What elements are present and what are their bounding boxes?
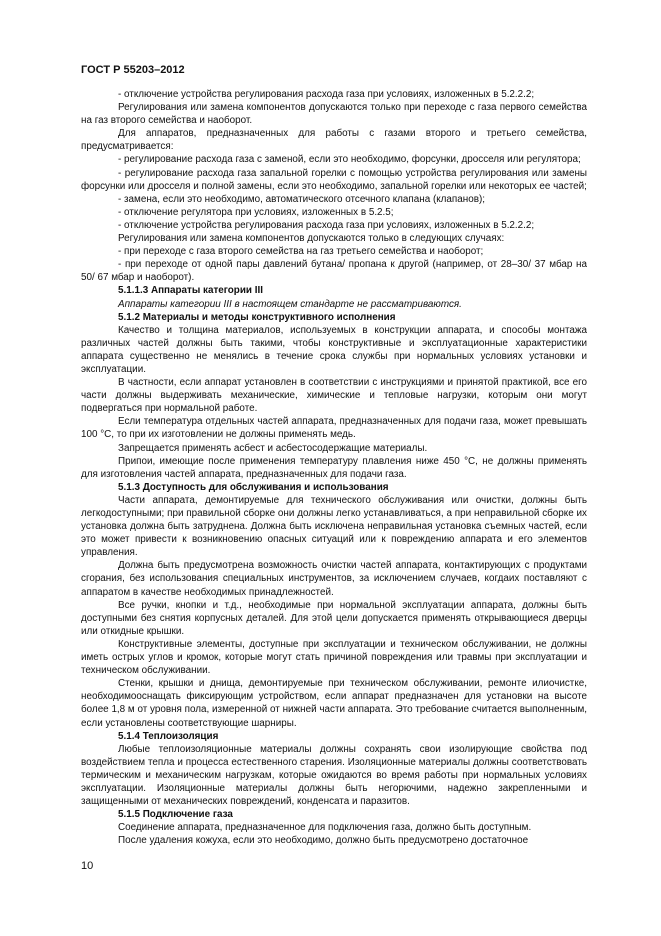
paragraph: - при переходе от одной пары давлений бутана/ пропана к другой (например, от 28–30/ 37 мбар на 50/ 67 мбар и наоборот). xyxy=(81,259,587,284)
paragraph: Регулирования или замена компонентов допускаются только в следующих случаях: xyxy=(118,233,505,245)
paragraph: Припои, имеющие после применения температуру плавления ниже 450 °С, не должны применять для изготовления частей аппарата, предназначенных для подачи газа. xyxy=(81,455,587,480)
paragraph: Регулирования или замена компонентов допускаются только при переходе с газа первого семейства на газ второго семейства и наоборот. xyxy=(81,102,587,127)
paragraph: Если температура отдельных частей аппарата, предназначенных для подачи газа, может превышать 100 °С, то при их изготовлении не должны применять медь. xyxy=(81,416,587,441)
paragraph: В частности, если аппарат установлен в соответствии с инструкциями и принятой практикой, все его части должны выдерживать механические, химические и тепловые нагрузки, которым они могут подвергаться при нормальной работе. xyxy=(81,377,587,415)
section-heading: 5.1.1.3 Аппараты категории III xyxy=(118,285,263,297)
paragraph: Части аппарата, демонтируемые для технического обслуживания или очистки, должны быть легкодоступными; при правильной сборке они должны легко устанавливаться, а при неправильной сборке их установка должна быть затруднена. Должна быть исключена неправильная установка съемных частей, если это может привести к возникновению опасных ситуаций или к повреждению аппарата и его элементов управления. xyxy=(81,494,587,559)
section-heading: 5.1.4 Теплоизоляция xyxy=(118,730,219,742)
paragraph: Все ручки, кнопки и т.д., необходимые при нормальной эксплуатации аппарата, должны быть доступными без снятия корпусных деталей. Для этой цели допускается применять открывающиеся дверцы или откидные крышки. xyxy=(81,599,587,637)
document-header: ГОСТ Р 55203–2012 xyxy=(81,64,185,76)
section-heading: 5.1.2 Материалы и методы конструктивного исполнения xyxy=(118,311,396,323)
paragraph: - регулирование расхода газа запальной горелки с помощью устройства регулирования или замены форсунки или дросселя и полной замены, если это необходимо, запальной горелки или некоторых ее частей; xyxy=(81,167,587,192)
paragraph: Для аппаратов, предназначенных для работы с газами второго и третьего семейства, предусматривается: xyxy=(81,128,587,153)
paragraph: Конструктивные элементы, доступные при эксплуатации и техническом обслуживании, не должны иметь острых углов и кромок, которые могут стать причиной повреждения или травмы при эксплуатации и техническом обслуживании. xyxy=(81,638,587,677)
paragraph: - регулирование расхода газа с заменой, если это необходимо, форсунки, дросселя или регулятора; xyxy=(118,154,581,166)
paragraph: - при переходе с газа второго семейства на газ третьего семейства и наоборот; xyxy=(118,246,484,258)
paragraph: Должна быть предусмотрена возможность очистки частей аппарата, контактирующих с продуктами сгорания, без использования специальных инструментов, за исключением случаев, когдаих поставляют с аппаратом в качестве необходимых принадлежностей. xyxy=(81,560,587,598)
paragraph: - замена, если это необходимо, автоматического отсечного клапана (клапанов); xyxy=(118,193,485,205)
paragraph: Запрещается применять асбест и асбестосодержащие материалы. xyxy=(118,442,428,454)
paragraph: Любые теплоизоляционные материалы должны сохранять свои изолирующие свойства под воздействием тепла и процесса естественного старения. Изоляционные материалы должны соответствовать термическим и механическим нагрузкам, которые ожидаются во время работы при нормальных условиях эксплуатации. Изоляционные материалы должны быть негорючими, надежно закрепленными и защищенными от механических повреждений, конденсата и паразитов. xyxy=(81,743,587,808)
paragraph: Качество и толщина материалов, используемых в конструкции аппарата, и способы монтажа различных частей должны быть такими, чтобы конструктивные и эксплуатационные характеристики аппарата существенно не менялись в течение срока службы при нормальных условиях установки и эксплуатации. xyxy=(81,324,587,375)
page-number: 10 xyxy=(81,860,94,872)
paragraph: После удаления кожуха, если это необходимо, должно быть предусмотрено достаточное xyxy=(118,835,529,847)
paragraph: Соединение аппарата, предназначенное для подключения газа, должно быть доступным. xyxy=(118,822,532,834)
section-heading: 5.1.3 Доступность для обслуживания и использования xyxy=(118,481,389,493)
document-body xyxy=(81,88,587,847)
section-heading: 5.1.5 Подключение газа xyxy=(118,809,233,821)
paragraph: - отключение устройства регулирования расхода газа при условиях, изложенных в 5.2.2.2; xyxy=(118,219,535,231)
paragraph: - отключение устройства регулирования расхода газа при условиях, изложенных в 5.2.2.2; xyxy=(118,89,535,100)
paragraph: - отключение регулятора при условиях, изложенных в 5.2.5; xyxy=(118,206,394,218)
italic-note: Аппараты категории III в настоящем стандарте не рассматриваются. xyxy=(118,298,462,310)
paragraph: Стенки, крышки и днища, демонтируемые при техническом обслуживании, ремонте илиочистке, необходимооснащать фиксирующим устройством, если аппарат предназначен для установки на высоте более 1,8 м от уровня пола, измеренной от нижней части аппарата. Это требование считается выполненным, если установлены соответствующие шарниры. xyxy=(81,678,587,729)
